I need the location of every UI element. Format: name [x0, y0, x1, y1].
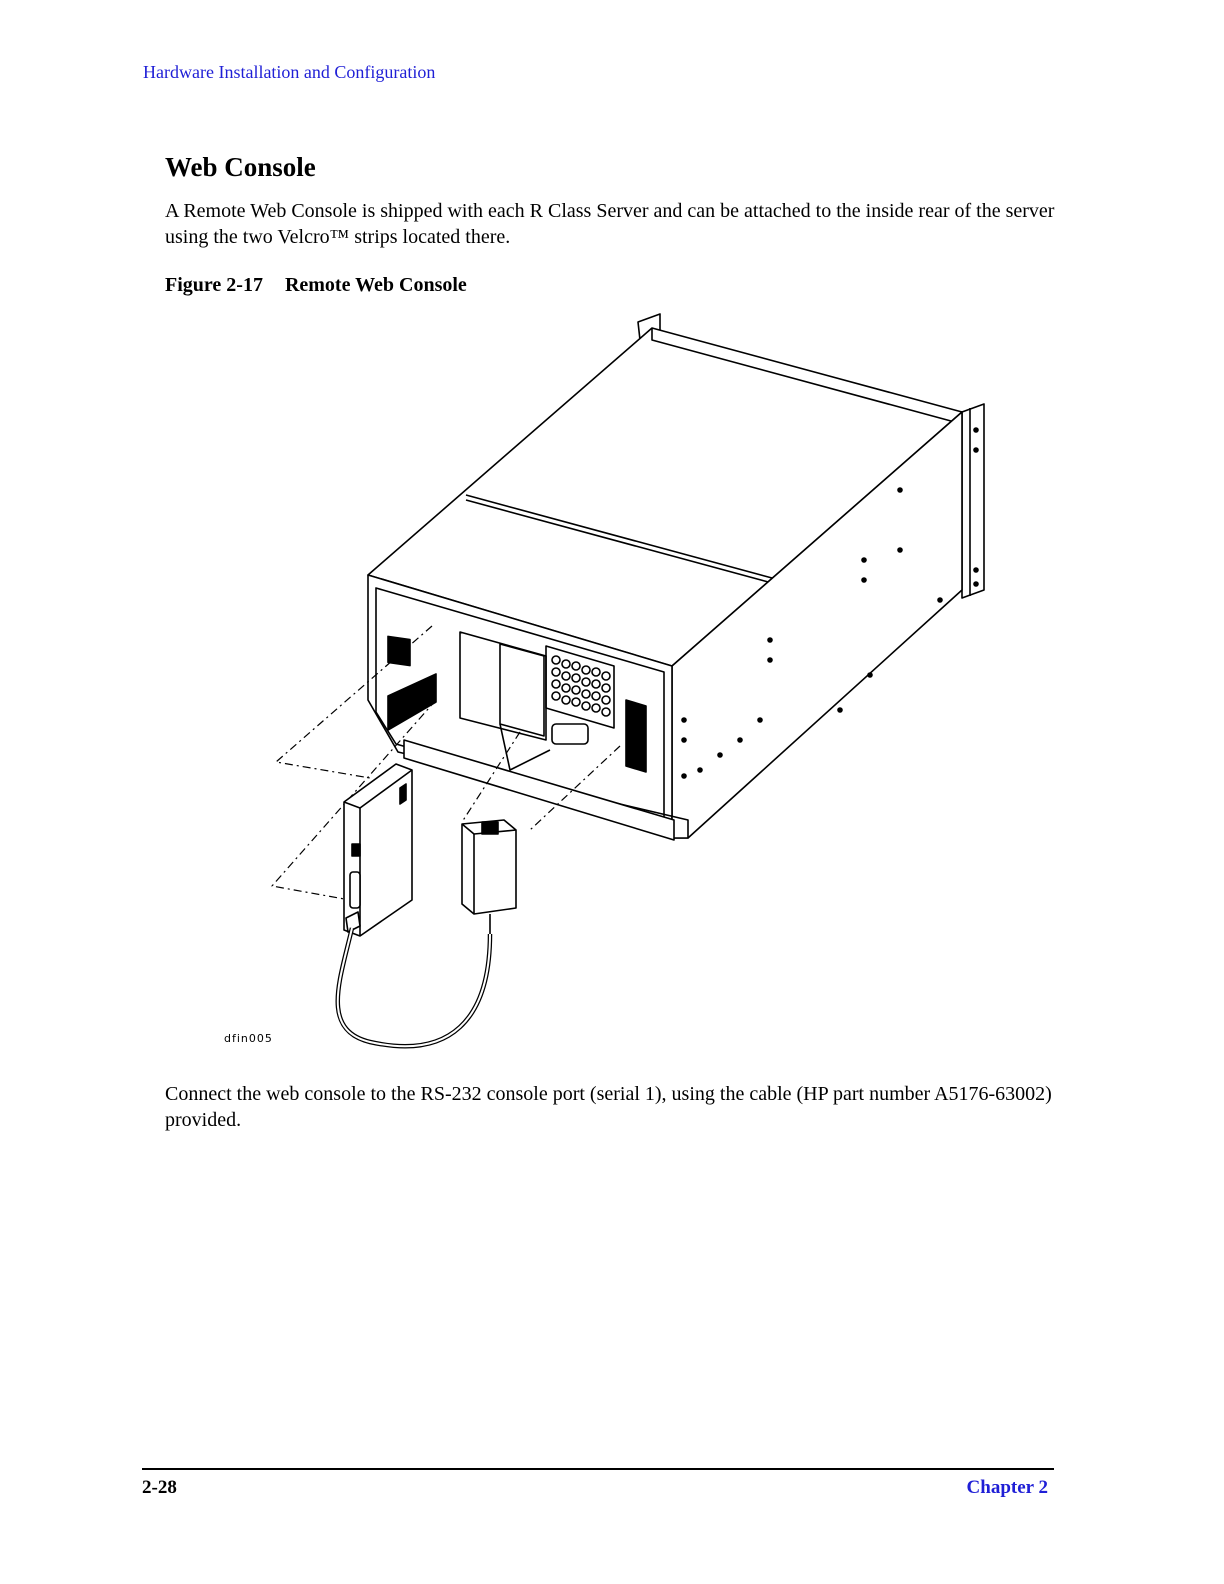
footer-rule	[142, 1468, 1054, 1470]
figure-title: Remote Web Console	[284, 274, 467, 296]
web-console-unit	[344, 764, 412, 936]
connection-paragraph: Connect the web console to the RS-232 console port (serial 1), using the cable (HP part number A5176-63002) provided.	[165, 1083, 1052, 1131]
section-title: Web Console	[165, 152, 316, 182]
figure-caption	[165, 274, 467, 297]
console-cable	[338, 928, 490, 1046]
power-adapter	[462, 820, 516, 934]
page-number: 2-28	[142, 1477, 177, 1498]
chapter-label: Chapter 2	[966, 1477, 1048, 1498]
running-header: Hardware Installation and Configuration	[143, 62, 436, 82]
drawing-id: dfin005	[224, 1032, 273, 1045]
intro-paragraph: A Remote Web Console is shipped with each R Class Server and can be attached to the inside rear of the server using the two Velcro™ strips located there.	[165, 200, 1055, 248]
remote-web-console-illustration	[200, 300, 1020, 1060]
figure-number: Figure 2-17	[165, 274, 263, 296]
